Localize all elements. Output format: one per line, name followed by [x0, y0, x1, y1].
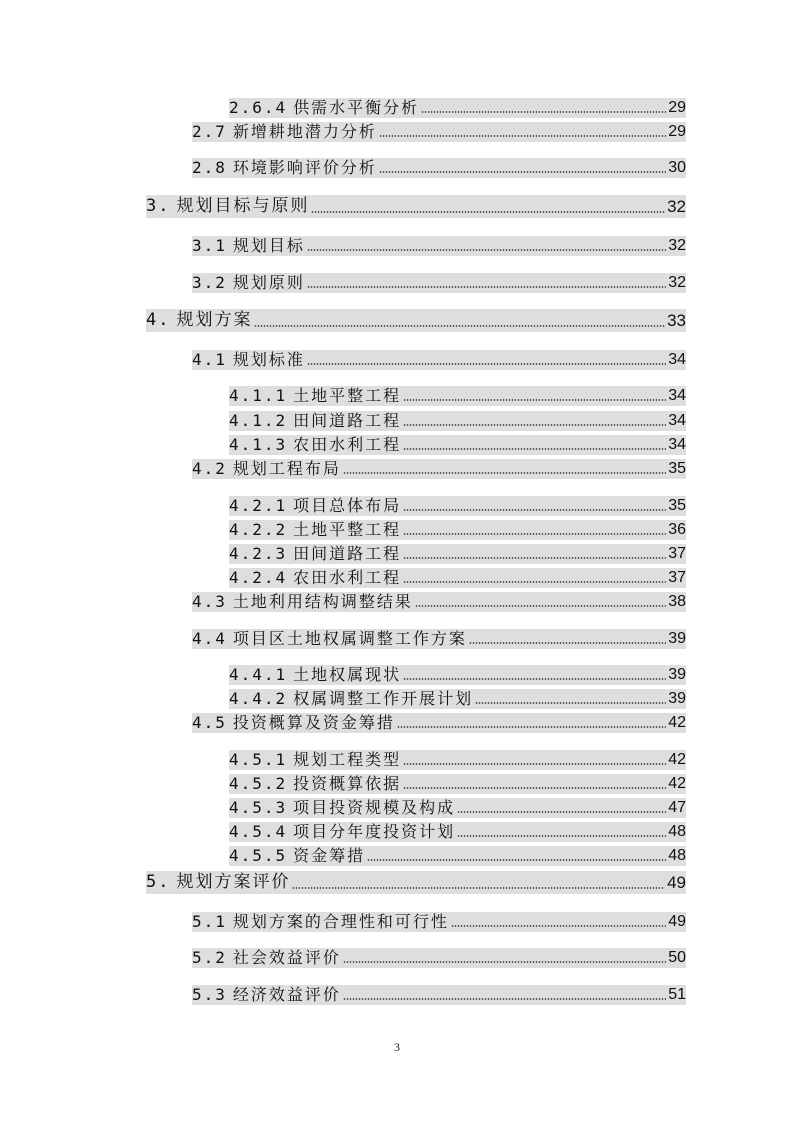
- toc-entry[interactable]: [229, 665, 686, 685]
- dot-leader: [343, 961, 666, 963]
- toc-entry[interactable]: [192, 912, 686, 932]
- toc-entry[interactable]: [192, 158, 686, 178]
- toc-entry-page: 34: [668, 412, 686, 429]
- toc-entry-number: 4.1.3: [229, 435, 288, 454]
- toc-entry-title: 土地利用结构调整结果: [232, 592, 413, 611]
- toc-entry[interactable]: [229, 750, 686, 770]
- toc-entry[interactable]: [192, 948, 686, 968]
- toc-entry-page: 49: [667, 873, 686, 892]
- toc-entry-title: 投资概算依据: [293, 774, 402, 793]
- toc-entry-page: 48: [668, 823, 686, 840]
- toc-entry-page: 34: [668, 351, 686, 368]
- dot-leader: [403, 509, 666, 511]
- toc-entry[interactable]: [229, 822, 686, 842]
- toc-entry-page: 35: [668, 460, 686, 477]
- toc-entry[interactable]: [229, 496, 686, 516]
- toc-entry[interactable]: [146, 309, 686, 332]
- toc-entry-title: 田间道路工程: [293, 411, 402, 430]
- toc-entry-title: 规划标准: [232, 350, 305, 369]
- dot-leader: [457, 811, 666, 813]
- toc-entry[interactable]: [192, 350, 686, 370]
- dot-leader: [343, 998, 666, 1000]
- toc-entry-title: 规划方案: [176, 310, 253, 330]
- toc-entry-page: 30: [668, 159, 686, 176]
- dot-leader: [343, 472, 666, 474]
- toc-entry-page: 51: [668, 986, 686, 1003]
- dot-leader: [379, 135, 666, 137]
- toc-entry-page: 39: [668, 630, 686, 647]
- toc-entry-number: 4.2.2: [229, 520, 288, 539]
- toc-entry-number: 3.2: [192, 273, 227, 292]
- page-number: 3: [394, 1040, 400, 1054]
- toc-entry[interactable]: [192, 122, 686, 142]
- dot-leader: [457, 835, 666, 837]
- dot-leader: [403, 448, 666, 450]
- toc-entry-number: 3.: [146, 196, 171, 216]
- toc-entry-page: 48: [668, 847, 686, 864]
- toc-entry-title: 规划方案的合理性和可行性: [232, 912, 449, 931]
- toc-entry[interactable]: [192, 629, 686, 649]
- toc-entry[interactable]: [229, 568, 686, 588]
- toc-entry-page: 37: [668, 569, 686, 586]
- toc-entry-number: 3.1: [192, 236, 227, 255]
- toc-entry-title: 土地平整工程: [293, 386, 402, 405]
- toc-entry-number: 2.8: [192, 158, 227, 177]
- dot-leader: [307, 286, 666, 288]
- toc-entry-title: 项目投资规模及构成: [293, 798, 456, 817]
- toc-entry[interactable]: [229, 386, 686, 406]
- toc-entry-page: 37: [668, 545, 686, 562]
- toc-entry[interactable]: [192, 592, 686, 612]
- dot-leader: [415, 605, 666, 607]
- toc-entry-page: 42: [668, 775, 686, 792]
- toc-entry[interactable]: [192, 985, 686, 1005]
- toc-entry-title: 规划工程类型: [293, 750, 402, 769]
- toc-entry-title: 权属调整工作开展计划: [293, 689, 474, 708]
- dot-leader: [403, 399, 666, 401]
- toc-entry-number: 2.6.4: [229, 98, 288, 117]
- toc-entry-title: 农田水利工程: [293, 435, 402, 454]
- toc-entry-number: 5.3: [192, 985, 227, 1004]
- toc-entry-title: 新增耕地潜力分析: [232, 122, 377, 141]
- toc-entry-title: 项目总体布局: [293, 496, 402, 515]
- toc-entry-title: 规划工程布局: [232, 459, 341, 478]
- dot-leader: [397, 726, 666, 728]
- dot-leader: [475, 702, 666, 704]
- toc-entry[interactable]: [229, 798, 686, 818]
- toc-entry-title: 土地平整工程: [293, 520, 402, 539]
- toc-entry[interactable]: [146, 871, 686, 894]
- toc-entry-number: 4.5.1: [229, 750, 288, 769]
- toc-entry-number: 4.1.2: [229, 411, 288, 430]
- toc-entry-title: 供需水平衡分析: [293, 98, 420, 117]
- toc-entry-number: 4.5.5: [229, 846, 288, 865]
- toc-entry-number: 4.: [146, 310, 171, 330]
- toc-entry-title: 规划方案评价: [176, 872, 291, 892]
- toc-entry-page: 50: [668, 949, 686, 966]
- toc-entry-title: 项目分年度投资计划: [293, 822, 456, 841]
- toc-entry-page: 29: [668, 123, 686, 140]
- toc-entry-title: 投资概算及资金筹措: [232, 713, 395, 732]
- toc-entry[interactable]: [229, 435, 686, 455]
- dot-leader: [254, 325, 665, 327]
- toc-entry-number: 5.: [146, 872, 171, 892]
- toc-entry-page: 34: [668, 387, 686, 404]
- toc-entry-title: 规划目标: [232, 236, 305, 255]
- toc-entry-page: 35: [668, 497, 686, 514]
- dot-leader: [403, 678, 666, 680]
- toc-entry[interactable]: [229, 98, 686, 118]
- toc-entry-number: 4.5.4: [229, 822, 288, 841]
- toc-entry-page: 47: [668, 799, 686, 816]
- toc-entry[interactable]: [229, 520, 686, 540]
- toc-entry-page: 39: [668, 666, 686, 683]
- toc-entry-page: 33: [667, 311, 686, 330]
- toc-entry-page: 34: [668, 436, 686, 453]
- toc-entry-title: 规划目标与原则: [176, 196, 310, 216]
- toc-entry-page: 29: [668, 99, 686, 116]
- toc-entry-title: 社会效益评价: [232, 948, 341, 967]
- dot-leader: [403, 581, 666, 583]
- toc-entry[interactable]: [192, 236, 686, 256]
- toc-entry[interactable]: [192, 459, 686, 479]
- toc-entry-page: 49: [668, 913, 686, 930]
- toc-entry-page: 42: [668, 714, 686, 731]
- toc-entry-page: 38: [668, 593, 686, 610]
- toc-entry-page: 32: [667, 197, 686, 216]
- toc-entry[interactable]: [229, 411, 686, 431]
- toc-entry-number: 4.5.2: [229, 774, 288, 793]
- dot-leader: [311, 211, 665, 213]
- toc-entry-number: 4.1.1: [229, 386, 288, 405]
- toc-entry[interactable]: [192, 273, 686, 293]
- toc-entry-number: 4.3: [192, 592, 227, 611]
- toc-entry-title: 田间道路工程: [293, 544, 402, 563]
- toc-entry[interactable]: [229, 846, 686, 866]
- toc-entry-number: 4.2: [192, 459, 227, 478]
- toc-entry-number: 2.7: [192, 122, 227, 141]
- toc-entry-page: 32: [668, 274, 686, 291]
- toc-entry-page: 36: [668, 521, 686, 538]
- toc-entry-title: 环境影响评价分析: [232, 158, 377, 177]
- toc-entry-number: 4.2.4: [229, 568, 288, 587]
- toc-entry-title: 规划原则: [232, 273, 305, 292]
- dot-leader: [451, 925, 666, 927]
- toc-entry-number: 4.5: [192, 713, 227, 732]
- dot-leader: [403, 424, 666, 426]
- toc-entry-title: 资金筹措: [293, 846, 366, 865]
- dot-leader: [367, 859, 666, 861]
- toc-entry-page: 42: [668, 751, 686, 768]
- toc-entry[interactable]: [192, 713, 686, 733]
- dot-leader: [403, 787, 666, 789]
- dot-leader: [379, 171, 666, 173]
- toc-entry-number: 4.4.2: [229, 689, 288, 708]
- toc-entry[interactable]: [229, 774, 686, 794]
- dot-leader: [469, 642, 666, 644]
- toc-entry-title: 项目区土地权属调整工作方案: [232, 629, 467, 648]
- dot-leader: [403, 557, 666, 559]
- dot-leader: [292, 887, 665, 889]
- dot-leader: [421, 111, 666, 113]
- toc-entry[interactable]: [229, 689, 686, 709]
- toc-entry-number: 4.2.3: [229, 544, 288, 563]
- toc-entry[interactable]: [229, 544, 686, 564]
- toc-entry-number: 4.2.1: [229, 496, 288, 515]
- dot-leader: [403, 763, 666, 765]
- toc-entry-number: 4.5.3: [229, 798, 288, 817]
- dot-leader: [307, 249, 666, 251]
- toc-entry-number: 5.1: [192, 912, 227, 931]
- toc-entry-title: 农田水利工程: [293, 568, 402, 587]
- dot-leader: [403, 533, 666, 535]
- toc-entry-number: 5.2: [192, 948, 227, 967]
- dot-leader: [307, 363, 666, 365]
- toc-entry-number: 4.1: [192, 350, 227, 369]
- toc-entry-page: 39: [668, 690, 686, 707]
- toc-entry-page: 32: [668, 237, 686, 254]
- toc-entry-number: 4.4: [192, 629, 227, 648]
- toc-entry[interactable]: [146, 195, 686, 218]
- toc-entry-number: 4.4.1: [229, 665, 288, 684]
- toc-entry-title: 土地权属现状: [293, 665, 402, 684]
- toc-entry-title: 经济效益评价: [232, 985, 341, 1004]
